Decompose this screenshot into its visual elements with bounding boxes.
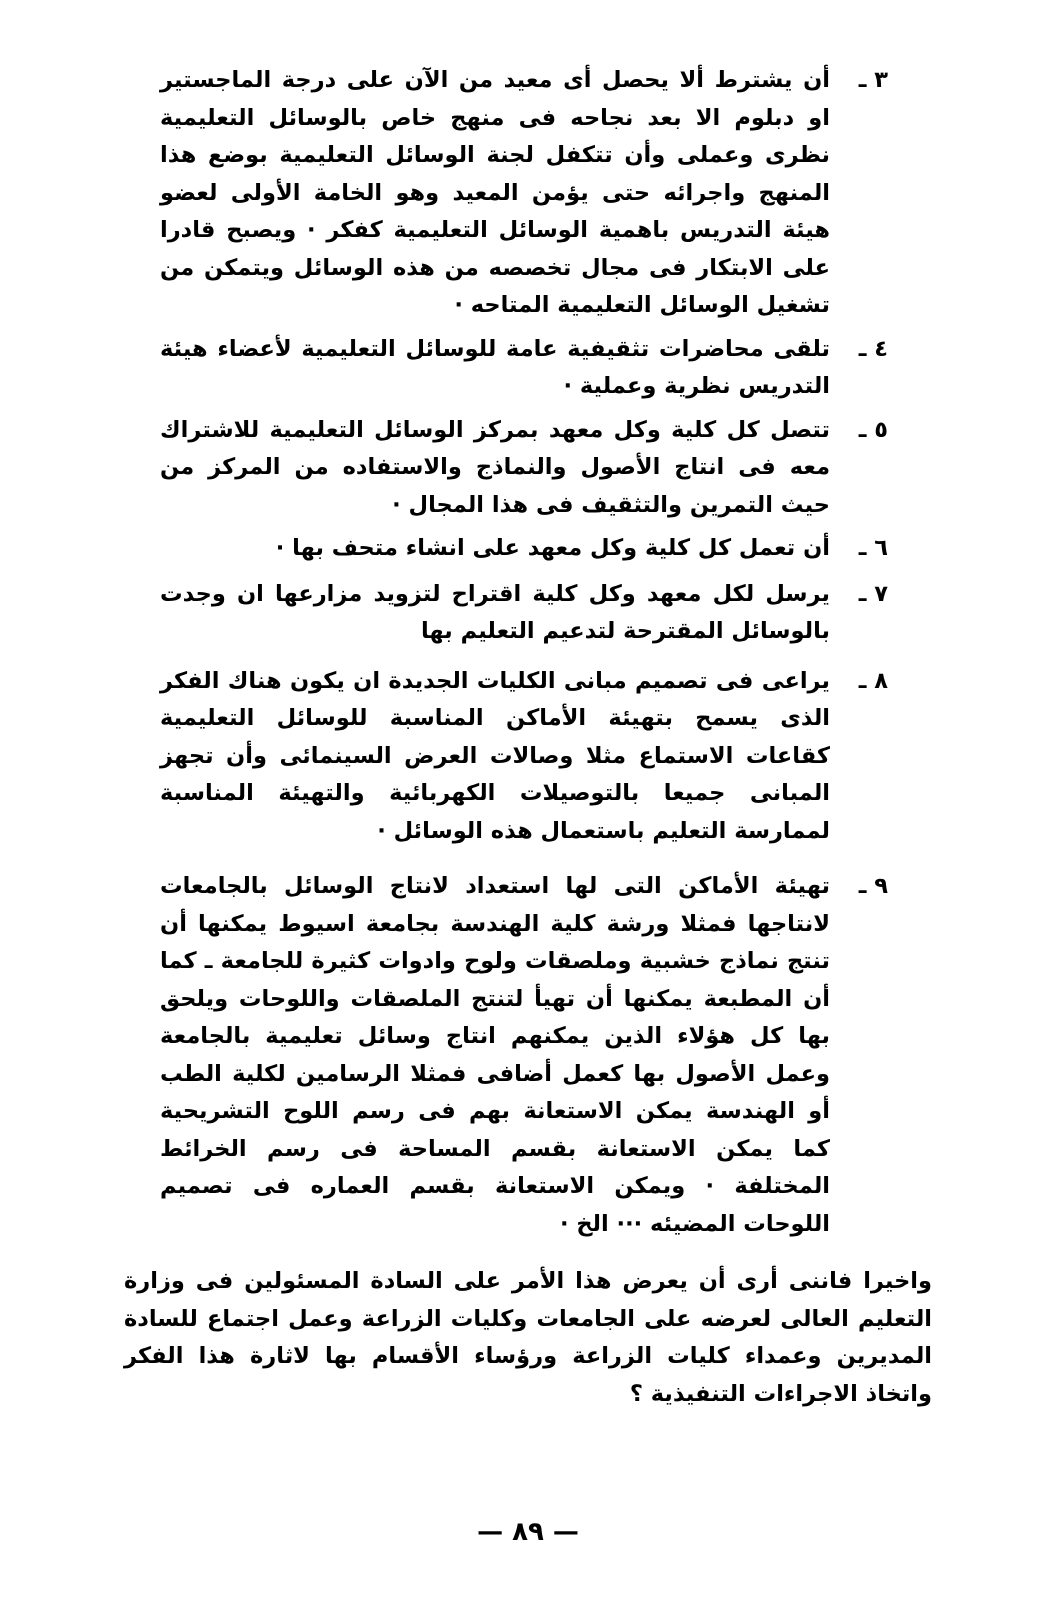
item-number: ٣ ـ: [858, 67, 888, 93]
numbered-list: [160, 62, 888, 1243]
item-number: ٥ ـ: [858, 416, 888, 443]
item-text: يرسل لكل معهد وكل كلية اقتراح لتزويد مزارعها ان وجدت بالوسائل المقترحة لتدعيم التعليم بها: [160, 580, 830, 644]
item-number: ٨ ـ: [858, 667, 888, 694]
item-text: تهيئة الأماكن التى لها استعداد لانتاج الوسائل بالجامعات لانتاجها فمثلا ورشة كلية الهندسة بجامعة اسيوط يمكنها أن تنتج نماذج خشبية وملصقات ولوح وادوات كثيرة للجامعة ـ كما أن المطبعة يمكنها أن تهيأ لتنتج الملصقات واللوحات ويلحق بها كل هؤلاء الذين يمكنهم انتاج وسائل تعليمية بالجامعة وعمل الأصول بها كعمل أضافى فمثلا الرسامين لكلية الطب أو الهندسة يمكن الاستعانة بهم فى رسم اللوح التشريحية كما يمكن الاستعانة بقسم المساحة فى رسم الخرائط المختلفة · ويمكن الاستعانة بقسم العماره فى تصميم اللوحات المضيئه ··· الخ ·: [160, 873, 830, 1237]
list-item-5: [160, 412, 888, 525]
list-item-4: [160, 331, 888, 406]
item-number: ٦ ـ: [858, 535, 888, 561]
item-text: أن يشترط ألا يحصل أى معيد من الآن على درجة الماجستير او دبلوم الا بعد نجاحه فى منهج خاص بالوسائل التعليمية نظرى وعملى وأن تتكفل لجنة الوسائل التعليمية بوضع هذا المنهج واجرائه حتى يؤمن المعيد وهو الخامة الأولى لعضو هيئة التدريس باهمية الوسائل التعليمية كفكر · ويصبح قادرا على الابتكار فى مجال تخصصه من هذه الوسائل ويتمكن من تشغيل الوسائل التعليمية المتاحه ·: [160, 67, 830, 318]
item-text: تلقى محاضرات تثقيفية عامة للوسائل التعليمية لأعضاء هيئة التدريس نظرية وعملية ·: [160, 335, 830, 399]
item-text: يراعى فى تصميم مبانى الكليات الجديدة ان يكون هناك الفكر الذى يسمح بتهيئة الأماكن المناسبة للوسائل التعليمية كقاعات الاستماع مثلا وصالات العرض السينمائى وأن تجهز المبانى جميعا بالتوصيلات الكهربائية والتهيئة المناسبة لممارسة التعليم باستعمال هذه الوسائل ·: [160, 667, 830, 844]
item-text: تتصل كل كلية وكل معهد بمركز الوسائل التعليمية للاشتراك معه فى انتاج الأصول والنماذج والاستفاده من المركز من حيث التمرين والتثقيف فى هذا المجال ·: [160, 416, 830, 518]
page-number: — ٨٩ —: [477, 1517, 579, 1547]
item-number: ٧ ـ: [858, 580, 888, 607]
list-item-7: [160, 576, 888, 651]
list-item-3: [160, 62, 888, 325]
list-item-6: [160, 530, 888, 568]
item-number: ٩ ـ: [858, 873, 888, 899]
item-text: أن تعمل كل كلية وكل معهد على انشاء متحف بها ·: [275, 535, 830, 561]
item-number: ٤ ـ: [858, 335, 888, 362]
list-item-9: [160, 868, 888, 1243]
conclusion-paragraph: واخيرا فاننى أرى أن يعرض هذا الأمر على السادة المسئولين فى وزارة التعليم العالى لعرضه على الجامعات وكليات الزراعة وعمل اجتماع للسادة المديرين وعمداء كليات الزراعة ورؤساء الأقسام بها لاثارة هذا الفكر واتخاذ الاجراءات التنفيذية ؟: [124, 1268, 932, 1407]
list-item-8: [160, 663, 888, 851]
